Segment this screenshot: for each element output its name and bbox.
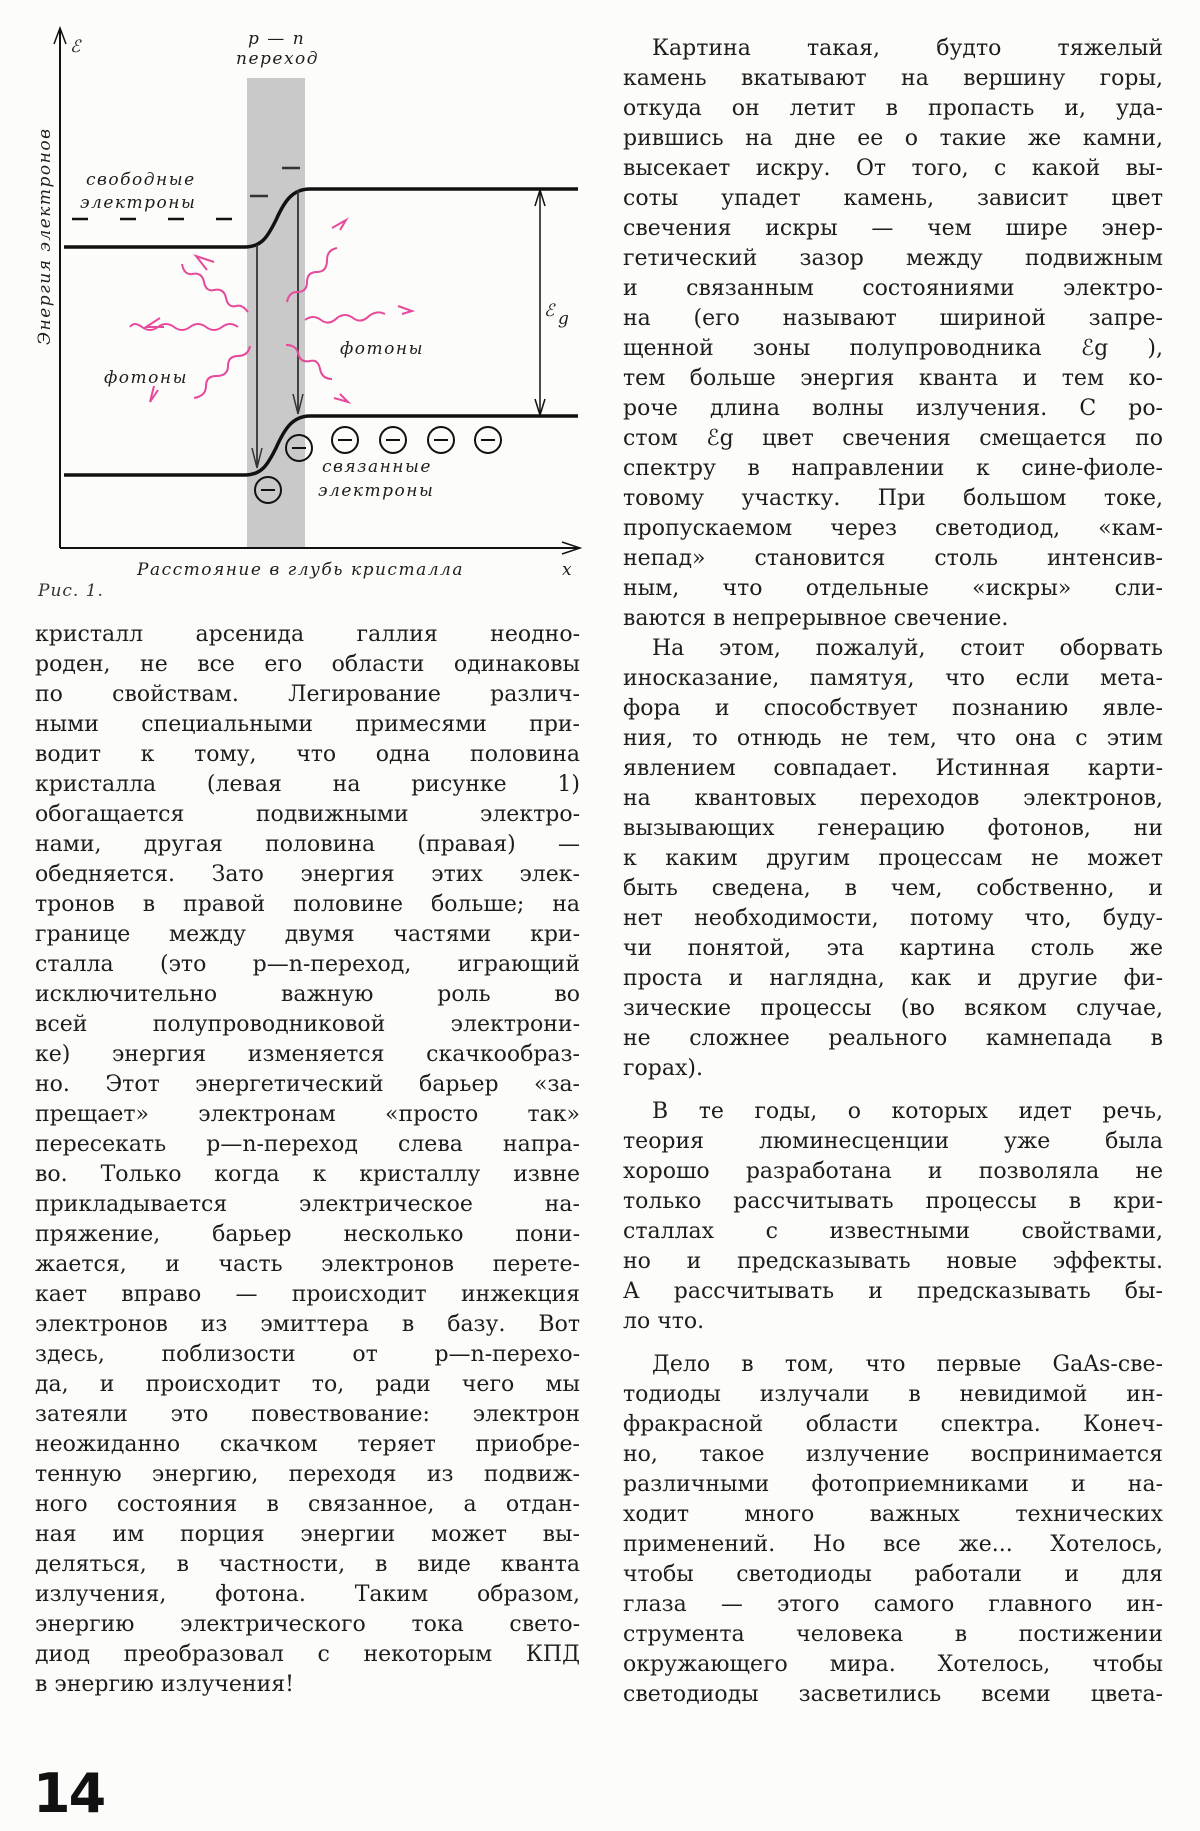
text-line: на (его называют шириной запре-	[623, 306, 1163, 331]
text-line: иносказание, памятуя, что если мета-	[623, 666, 1163, 691]
text-line: щенной зоны полупроводника ℰg ),	[623, 336, 1163, 361]
paragraph	[35, 620, 580, 1700]
text-line: А рассчитывать и предсказывать бы-	[623, 1279, 1163, 1304]
text-line: ная им порция энергии может вы-	[35, 1522, 580, 1547]
text-line: ваются в непрерывное свечение.	[623, 606, 1009, 631]
text-line: сталлах с известными свойствами,	[623, 1219, 1163, 1244]
text-line: но, такое излучение воспринимается	[623, 1442, 1163, 1467]
photon-wave	[182, 264, 248, 312]
text-line: теория люминесценции уже была	[623, 1129, 1163, 1154]
text-line: Дело в том, что первые GaAs-све-	[652, 1352, 1163, 1377]
valence-band-edge	[64, 416, 578, 475]
free-electrons-label-1: свободные	[86, 170, 196, 190]
pn-label-top: p — n	[248, 29, 306, 49]
paragraph	[623, 634, 1163, 1084]
pn-junction-band-diagram	[0, 0, 600, 600]
text-line: пропускаемом через светодиод, «кам-	[623, 516, 1163, 541]
text-line: спектру в направлении к сине-фиоле-	[623, 456, 1163, 481]
bound-electrons-label-1: связанные	[322, 457, 432, 477]
text-line: окружающего мира. Хотелось, чтобы	[623, 1652, 1163, 1677]
text-line: ного состояния в связанное, а отдан-	[35, 1492, 580, 1517]
text-line: тем больше энергия кванта и тем ко-	[623, 366, 1163, 391]
text-line: на квантовых переходов электронов,	[623, 786, 1163, 811]
text-line: различными фотоприемниками и на-	[623, 1472, 1163, 1497]
text-line: гетический зазор между подвижным	[623, 246, 1163, 271]
text-line: прещает» электронам «просто так»	[35, 1102, 580, 1127]
text-line: ло что.	[623, 1309, 705, 1334]
paragraph	[623, 34, 1163, 634]
text-line: товому участку. При большом токе,	[623, 486, 1163, 511]
text-line: неожиданно скачком теряет приобре-	[35, 1432, 580, 1457]
text-line: глаза — этого самого главного ин-	[623, 1592, 1163, 1617]
text-line: явлением совпадает. Истинная карти-	[623, 756, 1163, 781]
text-line: водит к тому, что одна половина	[35, 742, 580, 767]
text-line: кристалл арсенида галлия неодно-	[35, 622, 580, 647]
text-line: только рассчитывать процессы в кри-	[623, 1189, 1163, 1214]
text-line: быть сведена, в чем, собственно, и	[623, 876, 1163, 901]
band-gap-symbol: ℰ	[544, 301, 556, 321]
text-line: электронов из эмиттера в базу. Вот	[35, 1312, 580, 1337]
photon-wave	[194, 346, 250, 398]
text-line: камень вкатывают на вершину горы,	[623, 66, 1163, 91]
pn-label-bottom: переход	[236, 49, 320, 69]
text-line: в энергию излучения!	[35, 1672, 294, 1697]
text-line: деляться, в частности, в виде кванта	[35, 1552, 580, 1577]
text-line: обогащается подвижными электро-	[35, 802, 580, 827]
text-line: струмента человека в постижении	[623, 1622, 1163, 1647]
text-line: светодиоды засветились всеми цвета-	[623, 1682, 1163, 1707]
text-line: энергию электрического тока свето-	[35, 1612, 580, 1637]
text-line: кает вправо — происходит инжекция	[35, 1282, 580, 1307]
text-line: свечения искры — чем шире энер-	[623, 216, 1163, 241]
text-line: чи понятой, эта картина столь же	[623, 936, 1163, 961]
text-line: пересекать p—n-переход слева напра-	[35, 1132, 580, 1157]
text-line: хорошо разработана и позволяла не	[623, 1159, 1163, 1184]
text-line: жается, и часть электронов перете-	[35, 1252, 580, 1277]
text-line: ке) энергия изменяется скачкообраз-	[35, 1042, 580, 1067]
text-line: На этом, пожалуй, стоит оборвать	[652, 636, 1163, 661]
text-line: откуда он летит в пропасть и, уда-	[623, 96, 1163, 121]
text-line: но и предсказывать новые эффекты.	[623, 1249, 1163, 1274]
band-gap-subscript: g	[558, 309, 571, 329]
text-line: проста и наглядна, как и другие фи-	[623, 966, 1163, 991]
text-line: фора и способствует познанию явле-	[623, 696, 1163, 721]
text-line: излучения, фотона. Таким образом,	[35, 1582, 580, 1607]
text-line: но. Этот энергетический барьер «за-	[35, 1072, 580, 1097]
text-line: ным, что отдельные «искры» сли-	[623, 576, 1163, 601]
text-line: тодиоды излучали в невидимой ин-	[623, 1382, 1163, 1407]
text-line: роден, не все его области одинаковы	[35, 652, 580, 677]
figure-caption: Рис. 1.	[38, 581, 104, 600]
text-line: ными специальными примесями при-	[35, 712, 580, 737]
text-line: высекает искру. От того, с какой вы-	[623, 156, 1163, 181]
text-line: ходит много важных технических	[623, 1502, 1163, 1527]
text-line: да, и происходит то, ради чего мы	[35, 1372, 580, 1397]
right-text-column	[623, 34, 1163, 1710]
photons-left-label: фотоны	[104, 368, 188, 388]
text-line: применений. Но все же... Хотелось,	[623, 1532, 1163, 1557]
text-line: тронов в правой половине больше; на	[35, 892, 580, 917]
page-number: 14	[33, 1762, 105, 1825]
text-line: кристалла (левая на рисунке 1)	[35, 772, 580, 797]
text-line: по свойствам. Легирование различ-	[35, 682, 580, 707]
x-axis-symbol: x	[562, 560, 574, 580]
text-line: нет необходимости, потому что, буду-	[623, 906, 1163, 931]
y-axis-symbol: ℰ	[70, 37, 82, 57]
bound-electrons-label-2: электроны	[318, 481, 435, 501]
text-line: затеяли это повествование: электрон	[35, 1402, 580, 1427]
text-line: горах).	[623, 1056, 703, 1081]
y-axis-label: Энергия электронов	[35, 127, 55, 345]
text-line: вызывающих генерацию фотонов, ни	[623, 816, 1163, 841]
text-line: зические процессы (во всяком случае,	[623, 996, 1163, 1021]
text-line: рившись на дне ее о такие же камни,	[623, 126, 1163, 151]
text-line: здесь, поблизости от p—n-перехо-	[35, 1342, 580, 1367]
text-line: тенную энергию, переходя из подвиж-	[35, 1462, 580, 1487]
text-line: не сложнее реального камнепада в	[623, 1026, 1163, 1051]
text-line: ния, то отнюдь не тем, что она с этим	[623, 726, 1163, 751]
text-line: и связанным состояниями электро-	[623, 276, 1163, 301]
text-line: исключительно важную роль во	[35, 982, 580, 1007]
text-line: Картина такая, будто тяжелый	[652, 36, 1163, 61]
paragraph	[623, 1350, 1163, 1710]
text-line: сталла (это p—n-переход, играющий	[35, 952, 580, 977]
pn-junction-region	[247, 78, 305, 548]
text-line: к каким другим процессам не может	[623, 846, 1163, 871]
text-line: стом ℰg цвет свечения смещается по	[623, 426, 1163, 451]
text-line: соты упадет камень, зависит цвет	[623, 186, 1163, 211]
text-line: непад» становится столь интенсив-	[623, 546, 1163, 571]
paragraph	[623, 1097, 1163, 1337]
x-axis-label: Расстояние в глубь кристалла	[137, 560, 464, 580]
left-text-column	[35, 620, 580, 1700]
text-line: чтобы светодиоды работали и для	[623, 1562, 1163, 1587]
text-line: границе между двумя частями кри-	[35, 922, 580, 947]
free-electrons-label-2: электроны	[80, 193, 197, 213]
text-line: роче длина волны излучения. С ро-	[623, 396, 1163, 421]
text-line: диод преобразовал с некоторым КПД	[35, 1642, 580, 1667]
text-line: В те годы, о которых идет речь,	[652, 1099, 1163, 1124]
text-line: во. Только когда к кристаллу извне	[35, 1162, 580, 1187]
text-line: фракрасной области спектра. Конеч-	[623, 1412, 1163, 1437]
photons-right-label: фотоны	[340, 339, 424, 359]
text-line: нами, другая половина (правая) —	[35, 832, 580, 857]
text-line: пряжение, барьер несколько пони-	[35, 1222, 580, 1247]
text-line: обедняется. Зато энергия этих элек-	[35, 862, 580, 887]
photon-wave	[305, 312, 385, 322]
text-line: всей полупроводниковой электрони-	[35, 1012, 580, 1037]
text-line: прикладывается электрическое на-	[35, 1192, 580, 1217]
